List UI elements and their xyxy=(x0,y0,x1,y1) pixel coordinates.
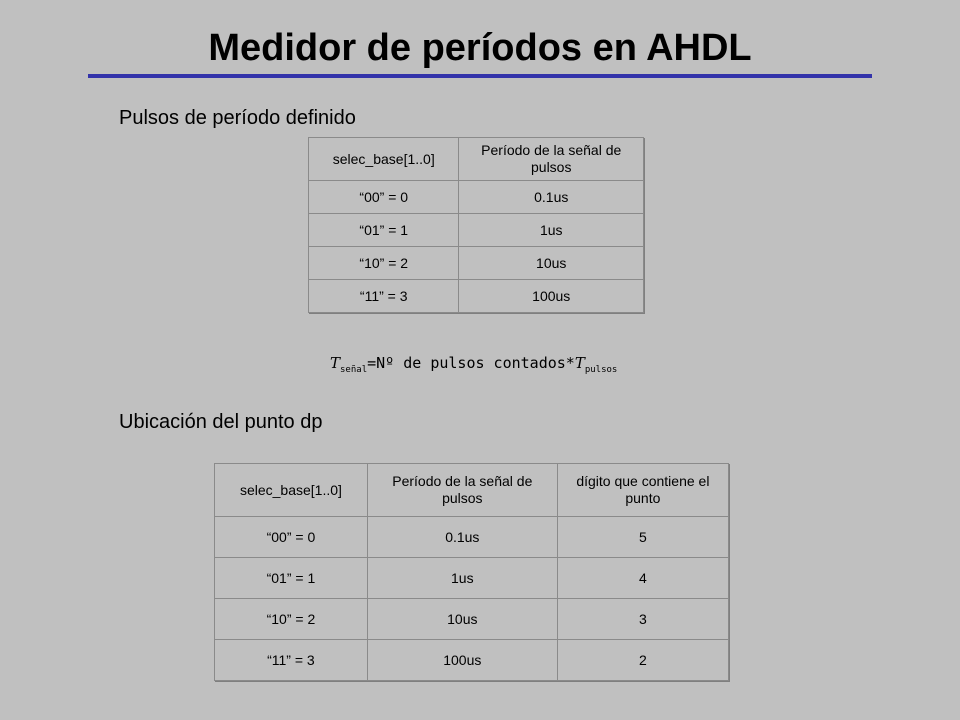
table-cell: 4 xyxy=(557,558,728,599)
table-row xyxy=(309,280,644,313)
table-header-row xyxy=(215,464,729,517)
table-cell: “00” = 0 xyxy=(215,517,368,558)
table-cell: 100us xyxy=(459,280,644,313)
formula-rhs-symbol: T xyxy=(574,354,585,372)
table-cell: “00” = 0 xyxy=(309,181,459,214)
table-cell: “11” = 3 xyxy=(215,640,368,681)
formula-rhs-subscript: pulsos xyxy=(584,365,618,375)
table-cell: 0.1us xyxy=(367,517,557,558)
header-cell: selec_base[1..0] xyxy=(215,464,368,517)
table-cell: 100us xyxy=(367,640,557,681)
formula-lhs-subscript: señal xyxy=(340,365,368,375)
table-cell: “01” = 1 xyxy=(309,214,459,247)
formula-middle: =Nº de pulsos contados* xyxy=(367,354,575,372)
table-cell: 10us xyxy=(459,247,644,280)
formula-lhs-symbol: T xyxy=(330,354,341,372)
table-cell: 10us xyxy=(367,599,557,640)
header-cell: dígito que contiene el punto xyxy=(557,464,728,517)
table-row xyxy=(215,558,729,599)
table-row xyxy=(309,214,644,247)
title-underline xyxy=(88,74,872,78)
table-cell: “01” = 1 xyxy=(215,558,368,599)
table-cell: “11” = 3 xyxy=(309,280,459,313)
table-cell: 5 xyxy=(557,517,728,558)
table-row xyxy=(215,599,729,640)
header-cell: Período de la señal de pulsos xyxy=(459,138,644,181)
period-table xyxy=(308,137,644,313)
table-row xyxy=(215,517,729,558)
period-formula xyxy=(330,353,617,380)
table-cell: 2 xyxy=(557,640,728,681)
table-cell: 0.1us xyxy=(459,181,644,214)
table-row xyxy=(309,181,644,214)
table-row xyxy=(309,247,644,280)
table-row xyxy=(215,640,729,681)
table-header-row xyxy=(309,138,644,181)
table-cell: 1us xyxy=(459,214,644,247)
decimal-point-table xyxy=(214,463,729,681)
table-cell: 3 xyxy=(557,599,728,640)
section2-heading: Ubicación del punto dp xyxy=(119,411,323,433)
header-cell: selec_base[1..0] xyxy=(309,138,459,181)
slide-title: Medidor de períodos en AHDL xyxy=(208,27,752,69)
table-cell: “10” = 2 xyxy=(309,247,459,280)
section1-heading: Pulsos de período definido xyxy=(119,107,356,129)
header-cell: Período de la señal de pulsos xyxy=(367,464,557,517)
table-cell: 1us xyxy=(367,558,557,599)
table-cell: “10” = 2 xyxy=(215,599,368,640)
